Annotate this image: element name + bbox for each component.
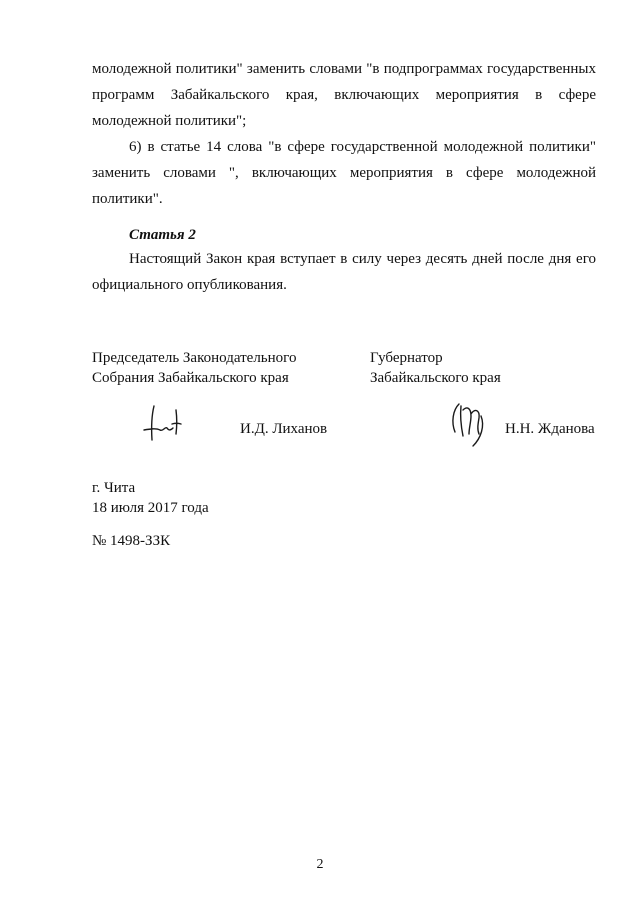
paragraph-amendment-continued: молодежной политики" заменить словами "в подпрограммах государственных программ Забайкальского края, включающих мероприятия в сфере молодежной политики"; <box>92 61 596 129</box>
handwritten-signature-right <box>447 396 491 452</box>
handwritten-signature-left <box>136 400 186 446</box>
signatory-right-name: Н.Н. Жданова <box>505 421 595 437</box>
signatory-left-title <box>92 348 296 388</box>
signatory-right-title <box>370 348 501 388</box>
paragraph-article-2: Настоящий Закон края вступает в силу через десять дней после дня его официального опубликования. <box>92 251 596 293</box>
signing-date: 18 июля 2017 года <box>92 500 209 516</box>
place-and-date <box>92 478 209 518</box>
signatory-right-title-line2: Забайкальского края <box>370 370 501 386</box>
signatory-left-title-line2: Собрания Забайкальского края <box>92 370 289 386</box>
signatory-right-title-line1: Губернатор <box>370 350 443 366</box>
signatory-left-name: И.Д. Лиханов <box>240 421 328 437</box>
page-number: 2 <box>316 857 324 872</box>
article-title: Статья 2 <box>129 227 196 243</box>
paragraph-amendment-6: 6) в статье 14 слова "в сфере государственной молодежной политики" заменить словами ", включающих мероприятия в сфере молодежной политики". <box>92 139 596 207</box>
law-number: № 1498-ЗЗК <box>92 533 171 549</box>
city: г. Чита <box>92 480 136 496</box>
signatory-left-title-line1: Председатель Законодательного <box>92 350 297 366</box>
